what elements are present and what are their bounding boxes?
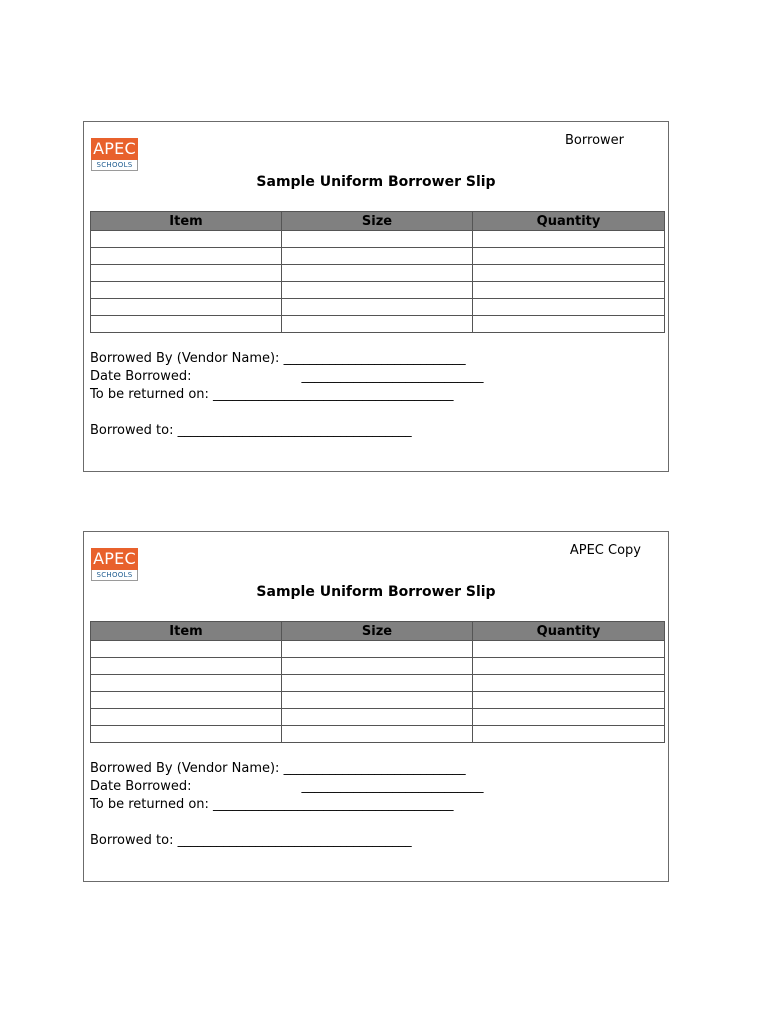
size-cell[interactable] (282, 248, 473, 265)
logo-wordmark: APEC (91, 138, 138, 160)
table-row (91, 265, 665, 282)
date-borrowed-field[interactable] (90, 368, 483, 386)
borrowed-by-field[interactable]: Borrowed By (Vendor Name): ____________________________ (90, 761, 466, 776)
date-borrowed-label: Date Borrowed: (90, 369, 192, 384)
table-row (91, 299, 665, 316)
item-cell[interactable] (91, 231, 282, 248)
size-cell[interactable] (282, 265, 473, 282)
return-on-field[interactable]: To be returned on: _____________________________________ (90, 797, 454, 812)
size-cell[interactable] (282, 231, 473, 248)
item-cell[interactable] (91, 658, 282, 675)
table-row (91, 675, 665, 692)
item-cell[interactable] (91, 282, 282, 299)
items-table (90, 621, 665, 743)
quantity-cell[interactable] (473, 709, 665, 726)
item-cell[interactable] (91, 299, 282, 316)
quantity-cell[interactable] (473, 675, 665, 692)
table-row (91, 282, 665, 299)
size-cell[interactable] (282, 299, 473, 316)
apec-schools-logo (91, 548, 138, 585)
item-cell[interactable] (91, 265, 282, 282)
size-cell[interactable] (282, 658, 473, 675)
item-cell[interactable] (91, 692, 282, 709)
item-cell[interactable] (91, 675, 282, 692)
logo-wordmark: APEC (91, 548, 138, 570)
item-cell[interactable] (91, 248, 282, 265)
item-cell[interactable] (91, 709, 282, 726)
table-row (91, 726, 665, 743)
table-row (91, 658, 665, 675)
quantity-cell[interactable] (473, 692, 665, 709)
borrowed-by-field[interactable]: Borrowed By (Vendor Name): ____________________________ (90, 351, 466, 366)
logo-subtitle: SCHOOLS (91, 160, 138, 171)
table-row (91, 248, 665, 265)
quantity-cell[interactable] (473, 726, 665, 743)
quantity-cell[interactable] (473, 265, 665, 282)
quantity-cell[interactable] (473, 641, 665, 658)
table-header-row (91, 622, 665, 641)
size-cell[interactable] (282, 709, 473, 726)
size-cell[interactable] (282, 675, 473, 692)
date-borrowed-line: ____________________________ (301, 779, 484, 794)
quantity-cell[interactable] (473, 658, 665, 675)
quantity-cell[interactable] (473, 282, 665, 299)
column-header-item: Item (91, 622, 282, 641)
date-borrowed-line: ____________________________ (301, 369, 484, 384)
quantity-cell[interactable] (473, 248, 665, 265)
date-borrowed-label: Date Borrowed: (90, 779, 192, 794)
items-table (90, 211, 665, 333)
copy-label: Borrower (565, 133, 624, 148)
table-row (91, 692, 665, 709)
item-cell[interactable] (91, 726, 282, 743)
apec-copy-slip (83, 531, 669, 882)
borrowed-to-field[interactable]: Borrowed to: ____________________________________ (90, 833, 412, 848)
size-cell[interactable] (282, 282, 473, 299)
slip-title: Sample Uniform Borrower Slip (256, 174, 496, 190)
column-header-size: Size (282, 212, 473, 231)
size-cell[interactable] (282, 726, 473, 743)
quantity-cell[interactable] (473, 316, 665, 333)
apec-schools-logo (91, 138, 138, 175)
table-header-row (91, 212, 665, 231)
table-row (91, 316, 665, 333)
table-row (91, 231, 665, 248)
size-cell[interactable] (282, 316, 473, 333)
date-borrowed-field[interactable] (90, 778, 483, 796)
slip-fields (90, 350, 483, 440)
borrowed-to-field[interactable]: Borrowed to: ____________________________________ (90, 423, 412, 438)
slip-fields (90, 760, 483, 850)
size-cell[interactable] (282, 692, 473, 709)
borrower-slip (83, 121, 669, 472)
table-row (91, 709, 665, 726)
column-header-quantity: Quantity (473, 622, 665, 641)
return-on-field[interactable]: To be returned on: _____________________________________ (90, 387, 454, 402)
logo-subtitle: SCHOOLS (91, 570, 138, 581)
column-header-item: Item (91, 212, 282, 231)
quantity-cell[interactable] (473, 231, 665, 248)
item-cell[interactable] (91, 641, 282, 658)
size-cell[interactable] (282, 641, 473, 658)
item-cell[interactable] (91, 316, 282, 333)
column-header-quantity: Quantity (473, 212, 665, 231)
quantity-cell[interactable] (473, 299, 665, 316)
copy-label: APEC Copy (569, 543, 641, 558)
table-row (91, 641, 665, 658)
column-header-size: Size (282, 622, 473, 641)
slip-title: Sample Uniform Borrower Slip (256, 584, 496, 600)
